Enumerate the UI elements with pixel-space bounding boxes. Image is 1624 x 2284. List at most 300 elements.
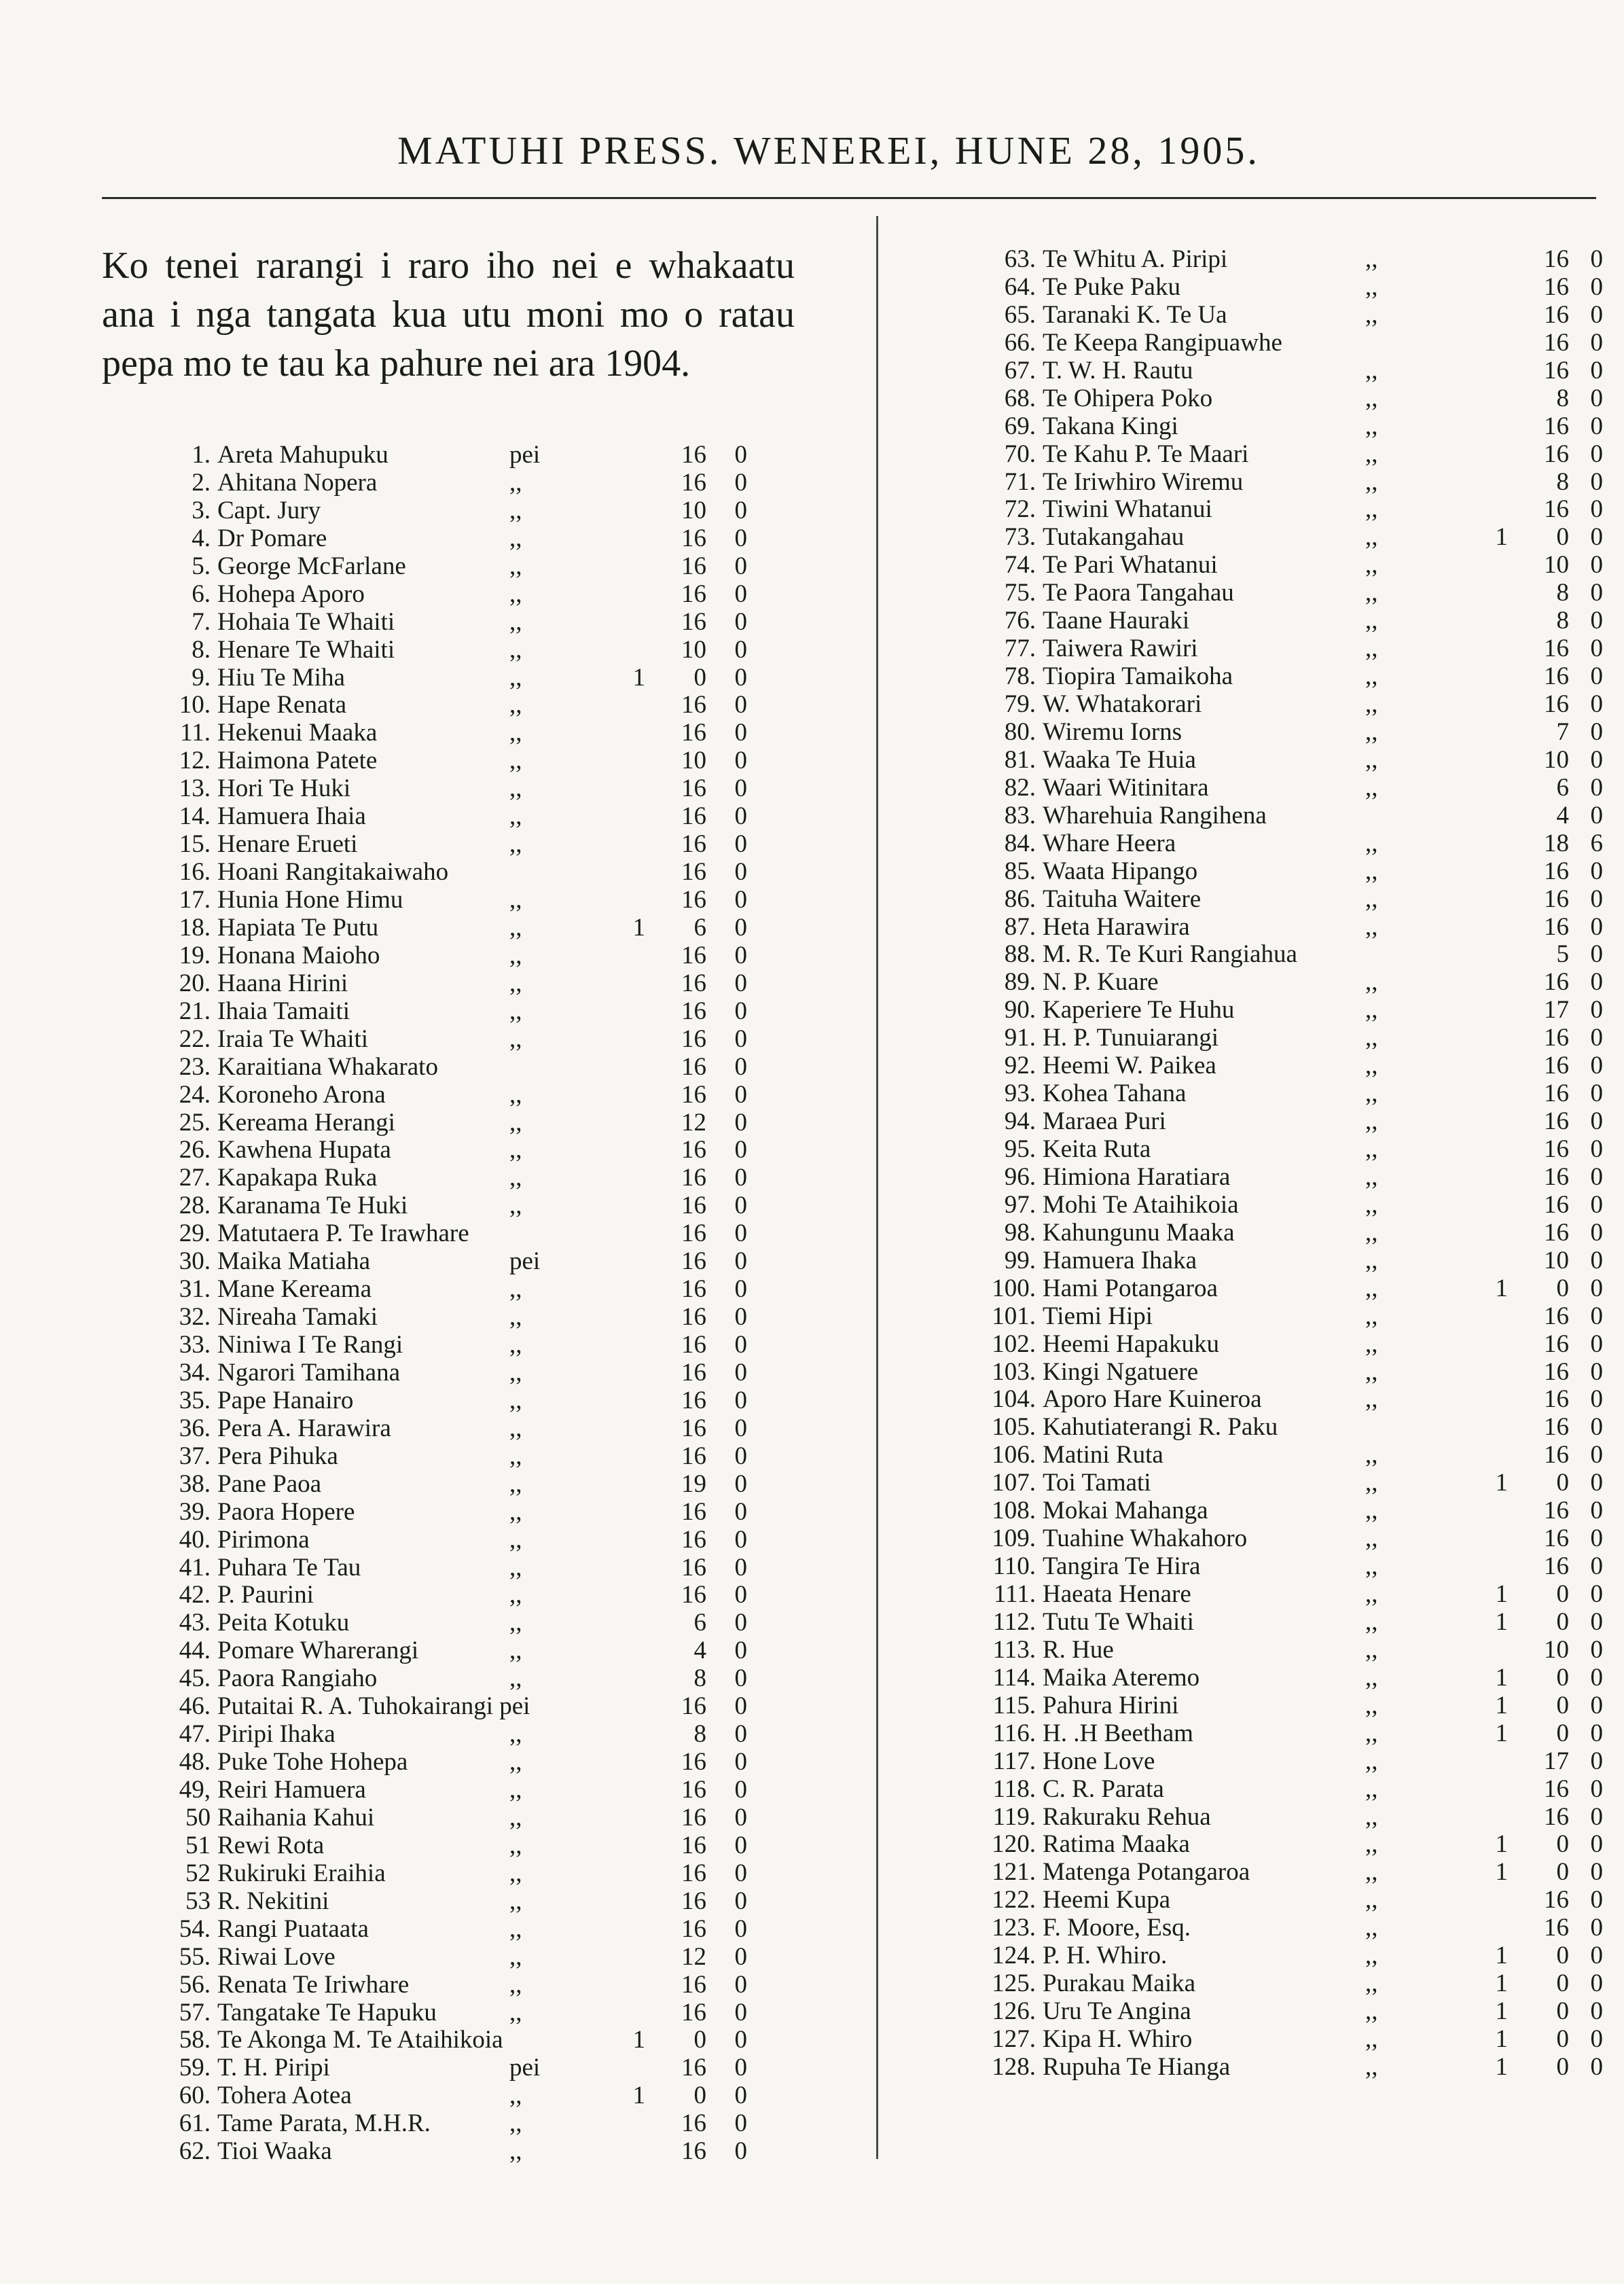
ditto-mark: ,, — [509, 1414, 522, 1442]
amount-pence: 0 — [1590, 384, 1603, 412]
subscriber-name: Hami Potangaroa — [1043, 1274, 1218, 1302]
amount-shillings: 16 — [1544, 1302, 1569, 1330]
amount-shillings: 0 — [1556, 1274, 1569, 1302]
amount-shillings: 16 — [1544, 1052, 1569, 1080]
ditto-mark: ,, — [509, 1024, 522, 1053]
amount-shillings: 16 — [1544, 1385, 1569, 1414]
amount-pence: 0 — [734, 1024, 747, 1053]
ditto-mark: ,, — [1365, 300, 1378, 329]
amount-pence: 0 — [1590, 1246, 1603, 1274]
subscriber-name: Areta Mahupuku — [217, 441, 389, 469]
amount-shillings: 0 — [1556, 1969, 1569, 1998]
subscriber-number: 41. — [179, 1553, 211, 1582]
amount-shillings: 16 — [681, 691, 706, 719]
amount-pence: 0 — [1590, 1302, 1603, 1330]
subscriber-name: Tiopira Tamaikoha — [1043, 662, 1233, 691]
amount-pence: 0 — [1590, 412, 1603, 440]
amount-shillings: 16 — [1544, 272, 1569, 301]
subscriber-row — [129, 1665, 822, 1693]
ditto-mark: ,, — [1365, 1969, 1378, 1998]
subscriber-name: Taiwera Rawiri — [1043, 635, 1198, 663]
amount-pence: 0 — [1590, 1635, 1603, 1664]
subscriber-name: Heemi Kupa — [1043, 1886, 1171, 1914]
amount-shillings: 16 — [681, 1803, 706, 1832]
ditto-mark: ,, — [1365, 1663, 1378, 1692]
ditto-mark: ,, — [1365, 2052, 1378, 2081]
subscriber-row — [129, 637, 822, 664]
subscriber-name: Capt. Jury — [217, 496, 321, 524]
amount-shillings: 8 — [1556, 467, 1569, 496]
amount-shillings: 16 — [681, 719, 706, 747]
amount-pence: 0 — [734, 1803, 747, 1832]
ditto-mark: ,, — [509, 1303, 522, 1332]
subscriber-number: 67. — [1004, 356, 1036, 385]
subscriber-row — [951, 1080, 1603, 1108]
ditto-mark: ,, — [509, 1192, 522, 1220]
amount-shillings: 17 — [1544, 996, 1569, 1024]
subscriber-name: Putaitai R. A. Tuhokairangi pei — [217, 1692, 530, 1721]
amount-shillings: 16 — [681, 802, 706, 831]
subscriber-number: 60. — [179, 2082, 211, 2110]
subscriber-number: 47. — [179, 1720, 211, 1749]
subscriber-row — [129, 1637, 822, 1665]
amount-pence: 0 — [1590, 1497, 1603, 1525]
amount-shillings: 16 — [681, 1247, 706, 1276]
ditto-mark: ,, — [509, 2137, 522, 2166]
subscriber-row — [951, 1748, 1603, 1776]
ditto-mark: ,, — [509, 774, 522, 803]
subscriber-number: 32. — [179, 1303, 211, 1332]
subscriber-name: Hamuera Ihaia — [217, 802, 366, 831]
subscriber-name: Te Keepa Rangipuawhe — [1043, 328, 1282, 357]
ditto-mark: ,, — [1365, 635, 1378, 663]
amount-pounds: 1 — [1495, 523, 1508, 552]
subscriber-name: Ratima Maaka — [1043, 1830, 1190, 1859]
subscriber-row — [129, 1192, 822, 1220]
subscriber-name: Purakau Maika — [1043, 1969, 1196, 1998]
amount-pence: 0 — [734, 1331, 747, 1359]
subscriber-row — [129, 775, 822, 803]
amount-shillings: 16 — [681, 1581, 706, 1609]
amount-pence: 0 — [734, 747, 747, 775]
subscriber-name: M. R. Te Kuri Rangiahua — [1043, 940, 1297, 969]
subscriber-name: Riwai Love — [217, 1942, 336, 1971]
subscriber-name: Haeata Henare — [1043, 1580, 1191, 1608]
subscriber-name: Pahura Hirini — [1043, 1691, 1179, 1719]
amount-pence: 0 — [734, 1637, 747, 1665]
subscriber-name: Tangira Te Hira — [1043, 1552, 1201, 1581]
amount-pounds: 1 — [632, 913, 645, 942]
amount-shillings: 16 — [681, 1970, 706, 1999]
amount-pence: 0 — [734, 1275, 747, 1304]
subscriber-row — [951, 1581, 1603, 1609]
subscriber-row — [129, 1443, 822, 1471]
ditto-mark: ,, — [509, 802, 522, 831]
subscriber-row — [951, 719, 1603, 747]
subscriber-row — [951, 635, 1603, 663]
ditto-mark: ,, — [1365, 1441, 1378, 1469]
subscriber-number: 4. — [192, 524, 211, 552]
subscriber-name: Tioi Waaka — [217, 2137, 332, 2166]
subscriber-name: Dr Pomare — [217, 524, 327, 552]
amount-shillings: 16 — [1544, 662, 1569, 691]
subscriber-number: 34. — [179, 1358, 211, 1387]
amount-pence: 0 — [734, 997, 747, 1025]
amount-shillings: 16 — [681, 1080, 706, 1109]
subscriber-number: 91. — [1004, 1024, 1036, 1052]
amount-shillings: 18 — [1544, 829, 1569, 857]
amount-shillings: 16 — [1544, 1107, 1569, 1136]
subscriber-number: 95. — [1004, 1135, 1036, 1163]
ditto-mark: ,, — [509, 1998, 522, 2027]
amount-shillings: 16 — [681, 1052, 706, 1081]
subscriber-number: 108. — [992, 1497, 1036, 1525]
subscriber-name: Hape Renata — [217, 691, 347, 719]
subscriber-number: 25. — [179, 1108, 211, 1137]
subscriber-row — [951, 1164, 1603, 1192]
amount-pence: 0 — [734, 1192, 747, 1220]
amount-shillings: 0 — [1556, 1691, 1569, 1719]
ditto-mark: ,, — [1365, 356, 1378, 385]
amount-shillings: 16 — [1544, 857, 1569, 885]
amount-shillings: 10 — [1544, 745, 1569, 774]
ditto-mark: ,, — [509, 1275, 522, 1304]
subscriber-row — [951, 357, 1603, 385]
amount-pence: 0 — [734, 441, 747, 469]
amount-pence: 0 — [734, 2054, 747, 2082]
header-rule — [102, 197, 1596, 199]
subscriber-number: 110. — [992, 1552, 1036, 1581]
subscriber-row — [129, 1026, 822, 1054]
amount-pence: 0 — [1590, 968, 1603, 997]
ditto-mark: ,, — [509, 496, 522, 524]
subscriber-row — [129, 803, 822, 831]
amount-pence: 0 — [734, 1831, 747, 1859]
subscriber-row — [129, 1860, 822, 1888]
amount-pence: 0 — [734, 1469, 747, 1498]
amount-pence: 0 — [1590, 2025, 1603, 2053]
amount-pence: 0 — [1590, 1385, 1603, 1414]
amount-pounds: 1 — [1495, 1663, 1508, 1692]
amount-shillings: 4 — [1556, 801, 1569, 829]
subscriber-name: Maraea Puri — [1043, 1107, 1166, 1136]
subscriber-name: R. Hue — [1043, 1635, 1114, 1664]
subscriber-row — [951, 1859, 1603, 1887]
amount-shillings: 0 — [1556, 1607, 1569, 1636]
ditto-mark: ,, — [1365, 1469, 1378, 1497]
amount-pence: 0 — [1590, 1580, 1603, 1608]
subscriber-name: Haana Hirini — [217, 969, 348, 997]
subscriber-name: Kahutiaterangi R. Paku — [1043, 1413, 1278, 1442]
ditto-mark: ,, — [509, 1803, 522, 1832]
subscriber-row — [951, 1776, 1603, 1804]
subscriber-number: 1. — [192, 441, 211, 469]
subscriber-row — [129, 1554, 822, 1582]
ditto-mark: ,, — [1365, 1524, 1378, 1553]
subscriber-number: 84. — [1004, 829, 1036, 857]
subscriber-name: Matutaera P. Te Irawhare — [217, 1219, 469, 1248]
amount-shillings: 16 — [681, 1914, 706, 1943]
amount-shillings: 16 — [681, 552, 706, 580]
amount-pence: 0 — [734, 1581, 747, 1609]
subscriber-number: 82. — [1004, 773, 1036, 802]
subscriber-row — [951, 691, 1603, 719]
subscriber-number: 51 — [185, 1831, 211, 1859]
amount-pence: 0 — [734, 1998, 747, 2027]
amount-pence: 0 — [734, 524, 747, 552]
subscriber-name: P. Paurini — [217, 1581, 314, 1609]
ditto-mark: ,, — [1365, 1858, 1378, 1887]
subscriber-row — [951, 1303, 1603, 1331]
amount-pence: 0 — [1590, 1218, 1603, 1247]
subscriber-row — [129, 1471, 822, 1499]
ditto-mark: ,, — [1365, 773, 1378, 802]
amount-shillings: 0 — [693, 2082, 706, 2110]
subscriber-name: George McFarlane — [217, 552, 406, 580]
amount-shillings: 16 — [1544, 245, 1569, 273]
amount-pence: 0 — [1590, 1830, 1603, 1859]
amount-shillings: 16 — [681, 858, 706, 887]
subscriber-row — [951, 2026, 1603, 2054]
amount-shillings: 16 — [1544, 1552, 1569, 1581]
subscriber-row — [129, 553, 822, 581]
amount-shillings: 7 — [1556, 717, 1569, 746]
subscriber-name: Heemi Hapakuku — [1043, 1330, 1219, 1358]
subscriber-row — [129, 1082, 822, 1109]
amount-shillings: 16 — [681, 997, 706, 1025]
amount-pence: 0 — [1590, 272, 1603, 301]
amount-shillings: 16 — [681, 886, 706, 914]
ditto-mark: ,, — [1365, 1162, 1378, 1191]
subscriber-number: 87. — [1004, 912, 1036, 941]
amount-shillings: 16 — [681, 1748, 706, 1777]
ditto-mark: ,, — [1365, 1914, 1378, 1942]
ditto-mark: ,, — [509, 747, 522, 775]
amount-pence: 0 — [1590, 1330, 1603, 1358]
ditto-mark: ,, — [509, 1386, 522, 1414]
amount-shillings: 8 — [1556, 579, 1569, 607]
subscriber-name: Te Paora Tangahau — [1043, 579, 1234, 607]
amount-shillings: 8 — [1556, 384, 1569, 412]
subscriber-row — [129, 1137, 822, 1164]
amount-pence: 0 — [1590, 440, 1603, 468]
subscriber-name: Hamuera Ihaka — [1043, 1246, 1197, 1274]
amount-pounds: 1 — [1495, 2025, 1508, 2053]
subscriber-row — [951, 1414, 1603, 1442]
intro-paragraph: Ko tenei rarangi i raro iho nei e whakaatu ana i nga tangata kua utu moni mo o ratau pepa mo te tau ka pahure nei ara 1904. — [102, 245, 795, 385]
subscriber-number: 114. — [992, 1663, 1036, 1692]
subscriber-number: 19. — [179, 941, 211, 969]
amount-pence: 0 — [1590, 1747, 1603, 1775]
amount-pence: 0 — [1590, 1052, 1603, 1080]
ditto-mark: ,, — [1365, 1691, 1378, 1719]
amount-pence: 0 — [1590, 1469, 1603, 1497]
amount-shillings: 16 — [681, 1358, 706, 1387]
subscriber-name: Himiona Haratiara — [1043, 1162, 1231, 1191]
subscriber-name: Honana Maioho — [217, 941, 380, 969]
subscriber-name: Kawhena Hupata — [217, 1136, 391, 1164]
ditto-mark: ,, — [509, 1136, 522, 1164]
subscriber-name: Hohepa Aporo — [217, 579, 365, 608]
amount-shillings: 16 — [681, 1497, 706, 1526]
amount-pence: 0 — [734, 1386, 747, 1414]
amount-shillings: 16 — [681, 941, 706, 969]
subscriber-number: 128. — [992, 2052, 1036, 2081]
subscriber-number: 117. — [992, 1747, 1036, 1775]
amount-shillings: 16 — [681, 2137, 706, 2166]
subscriber-number: 126. — [992, 1997, 1036, 2026]
subscriber-row — [951, 1998, 1603, 2026]
subscriber-row — [129, 1164, 822, 1192]
amount-pence: 0 — [734, 774, 747, 803]
subscriber-name: Hunia Hone Himu — [217, 886, 403, 914]
subscriber-number: 12. — [179, 747, 211, 775]
subscriber-name: Niniwa I Te Rangi — [217, 1331, 403, 1359]
subscriber-list-right — [951, 246, 1603, 2082]
ditto-mark: ,, — [1365, 412, 1378, 440]
ditto-mark: ,, — [509, 1720, 522, 1749]
ditto-mark: ,, — [509, 1497, 522, 1526]
subscriber-number: 66. — [1004, 328, 1036, 357]
amount-pence: 0 — [1590, 523, 1603, 552]
amount-shillings: 16 — [1544, 1190, 1569, 1219]
subscriber-number: 48. — [179, 1748, 211, 1777]
amount-pounds: 1 — [1495, 1469, 1508, 1497]
amount-pounds: 1 — [1495, 2052, 1508, 2081]
subscriber-name: Pape Hanairo — [217, 1386, 354, 1414]
amount-pence: 0 — [734, 1136, 747, 1164]
ditto-mark: pei — [509, 2054, 541, 2082]
amount-pence: 0 — [734, 1970, 747, 1999]
amount-pence: 0 — [734, 579, 747, 608]
subscriber-name: P. H. Whiro. — [1043, 1942, 1168, 1970]
subscriber-number: 99. — [1004, 1246, 1036, 1274]
subscriber-row — [129, 1944, 822, 1971]
amount-pence: 0 — [1590, 773, 1603, 802]
subscriber-name: Rewi Rota — [217, 1831, 325, 1859]
ditto-mark: ,, — [509, 524, 522, 552]
subscriber-number: 50 — [185, 1803, 211, 1832]
subscriber-row — [129, 1609, 822, 1637]
amount-pence: 0 — [1590, 1524, 1603, 1553]
amount-shillings: 16 — [681, 969, 706, 997]
ditto-mark: ,, — [1365, 1580, 1378, 1608]
subscriber-row — [129, 1971, 822, 1999]
subscriber-row — [129, 1276, 822, 1304]
subscriber-number: 69. — [1004, 412, 1036, 440]
subscriber-name: Ngarori Tamihana — [217, 1358, 400, 1387]
amount-pounds: 1 — [1495, 1719, 1508, 1747]
subscriber-name: C. R. Parata — [1043, 1774, 1164, 1803]
amount-pence: 0 — [734, 1748, 747, 1777]
amount-pence: 0 — [734, 1692, 747, 1721]
ditto-mark: ,, — [1365, 1302, 1378, 1330]
subscriber-row — [951, 1553, 1603, 1581]
ditto-mark: ,, — [1365, 1107, 1378, 1136]
amount-shillings: 16 — [1544, 1524, 1569, 1553]
subscriber-number: 18. — [179, 913, 211, 942]
subscriber-row — [129, 1054, 822, 1082]
amount-shillings: 16 — [1544, 1330, 1569, 1358]
ditto-mark: pei — [509, 441, 541, 469]
subscriber-row — [129, 831, 822, 859]
subscriber-number: 6. — [192, 579, 211, 608]
subscriber-name: W. Whatakorari — [1043, 690, 1202, 718]
ditto-mark: ,, — [1365, 1942, 1378, 1970]
subscriber-name: Ihaia Tamaiti — [217, 997, 350, 1025]
subscriber-name: Tame Parata, M.H.R. — [217, 2109, 431, 2138]
subscriber-number: 100. — [992, 1274, 1036, 1302]
subscriber-number: 17. — [179, 886, 211, 914]
ditto-mark: ,, — [509, 1914, 522, 1943]
subscriber-number: 53 — [185, 1887, 211, 1915]
subscriber-row — [951, 1247, 1603, 1275]
subscriber-name: Mokai Mahanga — [1043, 1497, 1208, 1525]
subscriber-number: 68. — [1004, 384, 1036, 412]
amount-pence: 0 — [1590, 996, 1603, 1024]
ditto-mark: ,, — [509, 719, 522, 747]
ditto-mark: ,, — [509, 1108, 522, 1137]
subscriber-name: Puhara Te Tau — [217, 1553, 361, 1582]
ditto-mark: ,, — [509, 1831, 522, 1859]
amount-pence: 0 — [734, 1664, 747, 1693]
amount-pence: 0 — [1590, 1190, 1603, 1219]
amount-pence: 0 — [734, 2082, 747, 2110]
subscriber-number: 102. — [992, 1330, 1036, 1358]
amount-shillings: 16 — [681, 1303, 706, 1332]
amount-pence: 0 — [734, 1108, 747, 1137]
amount-shillings: 16 — [681, 441, 706, 469]
subscriber-row — [129, 442, 822, 469]
subscriber-number: 63. — [1004, 245, 1036, 273]
ditto-mark: ,, — [1365, 1052, 1378, 1080]
subscriber-list-left — [129, 442, 822, 2166]
ditto-mark: ,, — [509, 2082, 522, 2110]
amount-pounds: 1 — [632, 663, 645, 692]
subscriber-row — [129, 942, 822, 970]
amount-pence: 0 — [1590, 467, 1603, 496]
subscriber-row — [951, 1609, 1603, 1637]
amount-pounds: 1 — [1495, 1607, 1508, 1636]
amount-pence: 0 — [734, 2026, 747, 2054]
subscriber-row — [129, 692, 822, 719]
amount-pence: 0 — [1590, 857, 1603, 885]
amount-pence: 0 — [1590, 1357, 1603, 1386]
subscriber-row — [129, 2138, 822, 2166]
subscriber-row — [951, 1192, 1603, 1219]
ditto-mark: ,, — [1365, 857, 1378, 885]
amount-shillings: 16 — [1544, 1914, 1569, 1942]
amount-shillings: 16 — [681, 2054, 706, 2082]
subscriber-row — [951, 1804, 1603, 1832]
subscriber-number: 14. — [179, 802, 211, 831]
amount-shillings: 0 — [1556, 523, 1569, 552]
subscriber-number: 86. — [1004, 885, 1036, 913]
subscriber-name: Tiwini Whatanui — [1043, 495, 1212, 524]
subscriber-number: 88. — [1004, 940, 1036, 969]
amount-pence: 0 — [1590, 1107, 1603, 1136]
ditto-mark: ,, — [1365, 1274, 1378, 1302]
amount-pence: 0 — [734, 496, 747, 524]
amount-pence: 0 — [734, 719, 747, 747]
subscriber-name: Hone Love — [1043, 1747, 1155, 1775]
subscriber-number: 29. — [179, 1219, 211, 1248]
ditto-mark: ,, — [1365, 1135, 1378, 1163]
subscriber-number: 38. — [179, 1469, 211, 1498]
subscriber-number: 20. — [179, 969, 211, 997]
amount-pence: 0 — [734, 691, 747, 719]
subscriber-row — [951, 1108, 1603, 1136]
